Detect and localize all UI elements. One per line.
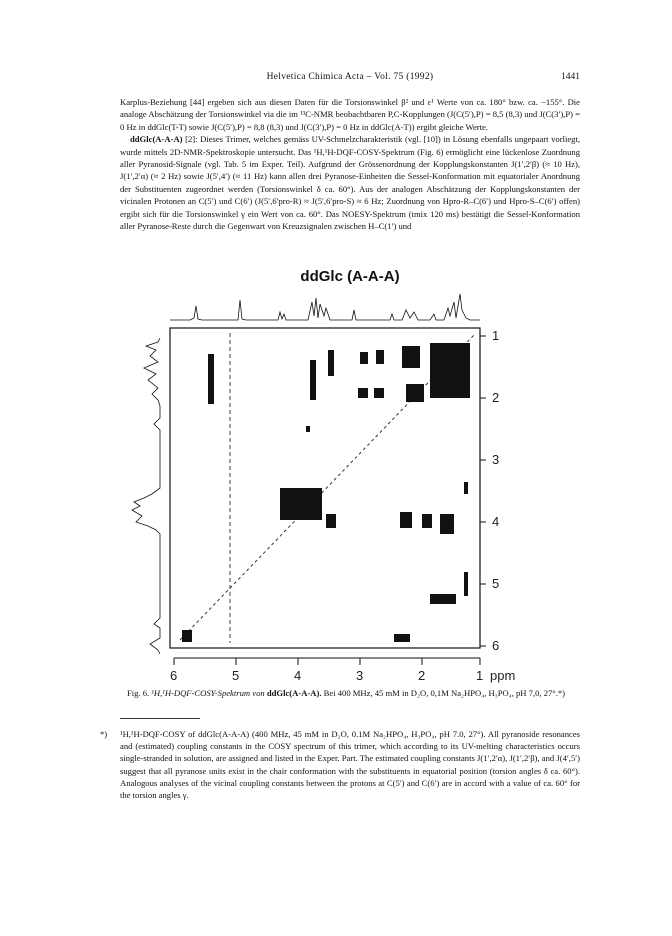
journal-title: Helvetica Chimica Acta – Vol. 75 (1992) (266, 72, 434, 82)
cross-peak (308, 502, 312, 508)
cross-peak (326, 514, 336, 528)
cross-peak (360, 352, 368, 364)
footnote-marker: *) (100, 729, 108, 739)
footnote-text: ¹H,¹H-DQF-COSY of ddGlc(A-A-A) (400 MHz, 45 mM in D₂O, 0.1M Na₂HPO₄, H₃PO₄, pH 7.0, 27°). All pyranoside resonances and (estimated) coupling constants in the COSY spectrum of this trimer, which according to its UV-melting characteristics occurs single-stranded in solution, are assigned and listed in the Exper. Part. The estimated coupling constants J(1′,2′α), J(1′,2′β), and J(4′,5′) suggest that all pyranose units exist in the chair conformation with the substituents in equatorial position (torsion angles δ ca. 60°). Analogous analyses of the vicinal coupling constants between the protons at C(5′) and C(6′) are in accord with a value of ca. 60° for the torsion angles γ. (120, 729, 580, 801)
x-tick-label: 4 (294, 668, 302, 683)
cross-peak (280, 488, 322, 520)
cross-peak (208, 354, 214, 404)
cross-peak (406, 384, 424, 402)
cross-peak (430, 594, 456, 604)
cross-peak (402, 346, 420, 368)
x-tick-label: 5 (232, 668, 240, 683)
cross-peak (464, 572, 468, 596)
cross-peak (430, 343, 470, 398)
cross-peak (358, 388, 368, 398)
caption-compound: ddGlc(A-A-A). (266, 688, 322, 698)
left-projection-trace (132, 338, 160, 654)
cross-peak (374, 388, 384, 398)
cross-peak (394, 634, 410, 642)
x-tick-label: 2 (418, 668, 426, 683)
figure-caption (96, 688, 596, 700)
x-tick-label: 1 (476, 668, 484, 683)
footnote-rule (120, 718, 200, 719)
body-text (120, 96, 580, 232)
paragraph-2-text: [2]: Dieses Trimer, welches gemäss UV-Schmelzcharakteristik (vgl. [10]) in Lösung ebenfalls ungepaart vorliegt, wurde mittels 2D-NMR-Spektroskopie untersucht. Das ¹H,¹H-DQF-COSY-Spektrum (Fig. 6) ermöglicht eine lückenlose Zuordnung aller Pyranosid-Signale (vgl. Tab. 5 im Exper. Teil). Aufgrund der Grössenordnung der Kopplungskonstanten J(1′,2′β) (≈ 10 Hz), J(1′,2′α) (≈ 2 Hz) sowie J(5′,4′) (≈ 11 Hz) kann allen drei Pyranose-Einheiten die Sessel-Konformation mit equatorialer Anordnung der Substituenten zugeordnet werden (Torsionswinkel δ ca. 60°). Aus der analogen Abschätzung der Kopplungskonstanten der vicinalen Protonen an C(5′) und C(6′) (J(5′,6′pro-R) ≈ J(5′,6′pro-S) ≈ 6 Hz; Zuordnung von Hpro-R–C(6′) und Hpro-S–C(6′) offen) ergibt sich für die Torsionswinkel γ ein Wert von ca. 60°. Das NOESY-Spektrum (tmix 120 ms) bestätigt die Sessel-Konformation aller Pyranose-Reste durch die Gegenwart von Kreuzsignalen zwischen H–C(1′) und (120, 134, 580, 232)
bottom-axis-ticks (174, 658, 480, 665)
paragraph-1: Karplus-Beziehung [44] ergeben sich aus diesen Daten für die Torsionswinkel β² und ε¹ Werte von ca. 180° bzw. ca. −155°. Die analoge Abschätzung der Torsionswinkel via die im ¹³C-NMR beobachtbaren P,C-Kopplungen (J(C(5′),P) = 8,5 (8,3) und J(C(3′),P) = 0 Hz in ddGlc(T-T) sowie J(C(5′),P) = 8,8 (8,3) und J(C(3′),P) = 0 Hz in ddGlc(A-T)) ergibt gleiche Werte. (120, 97, 580, 132)
cross-peak (310, 360, 316, 400)
cross-peak (464, 482, 468, 494)
compound-name: ddGlc(A-A-A) (130, 134, 183, 145)
cross-peak (422, 514, 432, 528)
axis-unit-label: ppm (490, 668, 516, 683)
y-tick-label: 3 (492, 452, 500, 467)
cross-peak (376, 350, 384, 364)
x-tick-label: 6 (170, 668, 178, 683)
cross-peak (440, 514, 454, 534)
page-number: 1441 (561, 72, 580, 82)
figure-title: ddGlc (A-A-A) (300, 268, 400, 285)
cosy-spectrum-figure (130, 288, 530, 688)
y-tick-label: 2 (492, 390, 500, 405)
y-tick-label: 1 (492, 328, 500, 343)
footnote (100, 728, 580, 801)
caption-label: Fig. 6. (126, 688, 150, 698)
caption-rest: Bei 400 MHz, 45 mM in D₂O, 0,1M Na₂HPO₄, H₃PO₄, pH 7,0, 27°.*) (323, 688, 566, 698)
y-tick-label: 5 (492, 576, 500, 591)
right-axis-ticks (480, 336, 486, 646)
cross-peak (182, 630, 192, 642)
cross-peak (306, 426, 310, 432)
paragraph-2 (120, 133, 580, 232)
cross-peak (400, 512, 412, 528)
y-tick-label: 4 (492, 514, 500, 529)
cross-peak (328, 350, 334, 376)
cross-peaks (182, 343, 470, 642)
top-projection-trace (170, 294, 480, 320)
x-tick-label: 3 (356, 668, 364, 683)
y-tick-label: 6 (492, 638, 500, 653)
caption-italic: ¹H,¹H-DQF-COSY-Spektrum von (151, 688, 265, 698)
